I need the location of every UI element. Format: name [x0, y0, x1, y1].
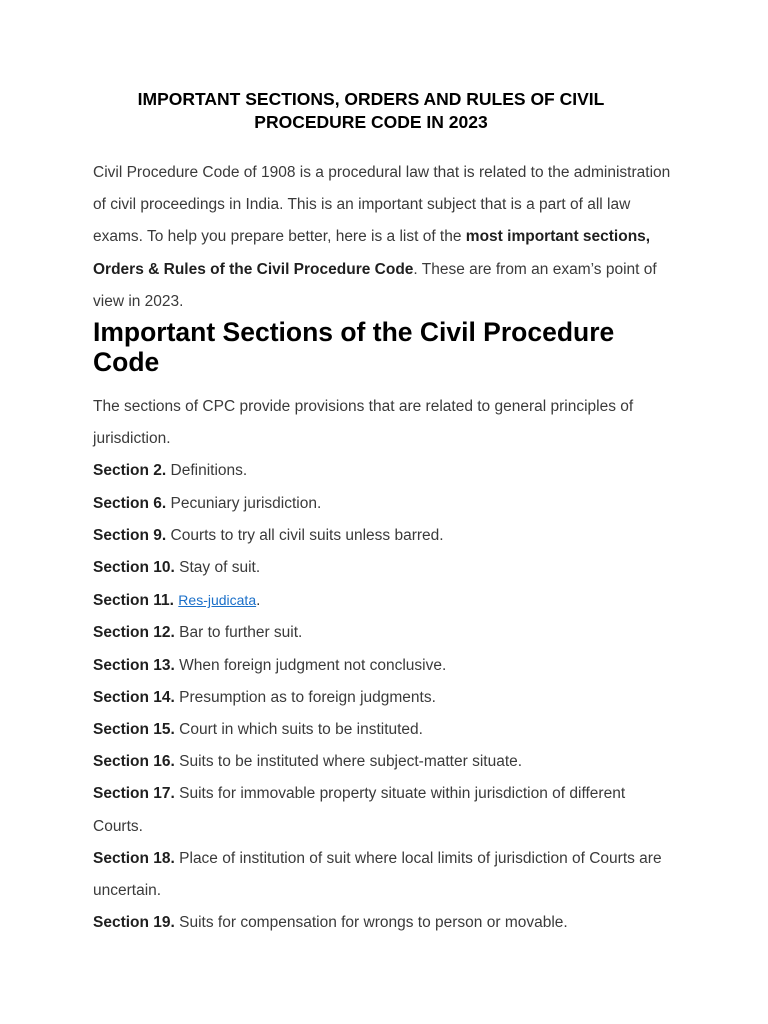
section-description: Presumption as to foreign judgments. [179, 688, 436, 706]
section-item [93, 843, 675, 907]
section-description: Suits for compensation for wrongs to person or movable. [179, 914, 568, 932]
section-item [93, 455, 675, 487]
document-title-line2: PROCEDURE CODE IN 2023 [254, 112, 488, 132]
section-number: Section 12. [93, 624, 175, 642]
section-description: Suits for immovable property situate within jurisdiction of different Courts. [93, 785, 626, 835]
intro-bold-text: most important sections, Orders & Rules of the Civil Procedure Code [93, 228, 651, 278]
heading-intro-paragraph: The sections of CPC provide provisions that are related to general principles of jurisdiction. [93, 398, 634, 448]
section-item [93, 552, 675, 584]
section-number: Section 15. [93, 721, 175, 739]
section-item [93, 778, 675, 842]
section-number: Section 14. [93, 688, 175, 706]
section-number: Section 2. [93, 462, 167, 480]
document-page [93, 88, 675, 939]
section-item [93, 584, 675, 617]
section-description: Definitions. [170, 462, 248, 480]
section-number: Section 19. [93, 914, 175, 932]
section-description: Place of institution of suit where local limits of jurisdiction of Courts are uncertain. [93, 849, 662, 900]
section-item [93, 746, 675, 778]
section-number: Section 6. [93, 494, 167, 512]
sections-list [93, 455, 675, 939]
section-number: Section 10. [93, 559, 175, 577]
section-number: Section 9. [93, 526, 167, 544]
section-description: Bar to further suit. [179, 624, 303, 642]
intro-paragraph [93, 157, 675, 318]
section-number: Section 13. [93, 656, 175, 674]
section-description: Suits to be instituted where subject-matter situate. [179, 753, 523, 771]
section-item [93, 520, 675, 552]
section-number: Section 18. [93, 849, 175, 867]
res-judicata-link[interactable]: Res-judicata [178, 592, 257, 609]
section-description: When foreign judgment not conclusive. [179, 656, 447, 674]
section-item [93, 617, 675, 649]
intro-text-end: . These are from an exam’s point of view in 2023. [93, 260, 657, 310]
section-description: Stay of suit. [179, 559, 261, 577]
document-title-line1: IMPORTANT SECTIONS, ORDERS AND RULES OF CIVIL [137, 89, 605, 109]
section-description: Courts to try all civil suits unless barred. [170, 526, 444, 544]
section-description: Court in which suits to be instituted. [179, 721, 423, 739]
intro-text-start: Civil Procedure Code of 1908 is a procedural law that is related to the administration of civil proceedings in India. This is an important subject that is a part of all law exams. To help you prepare better, here is a list of the [93, 164, 671, 246]
section-item [93, 714, 675, 746]
section-description: . [256, 592, 261, 610]
section-description: Pecuniary jurisdiction. [170, 494, 322, 512]
section-number: Section 11. [93, 592, 174, 610]
document-title [93, 88, 675, 134]
section-number: Section 17. [93, 785, 175, 803]
section-heading: Important Sections of the Civil Procedure Code [93, 317, 615, 378]
section-item [93, 650, 675, 682]
section-number: Section 16. [93, 753, 175, 771]
section-item [93, 682, 675, 714]
section-item [93, 907, 675, 939]
section-item [93, 488, 675, 520]
